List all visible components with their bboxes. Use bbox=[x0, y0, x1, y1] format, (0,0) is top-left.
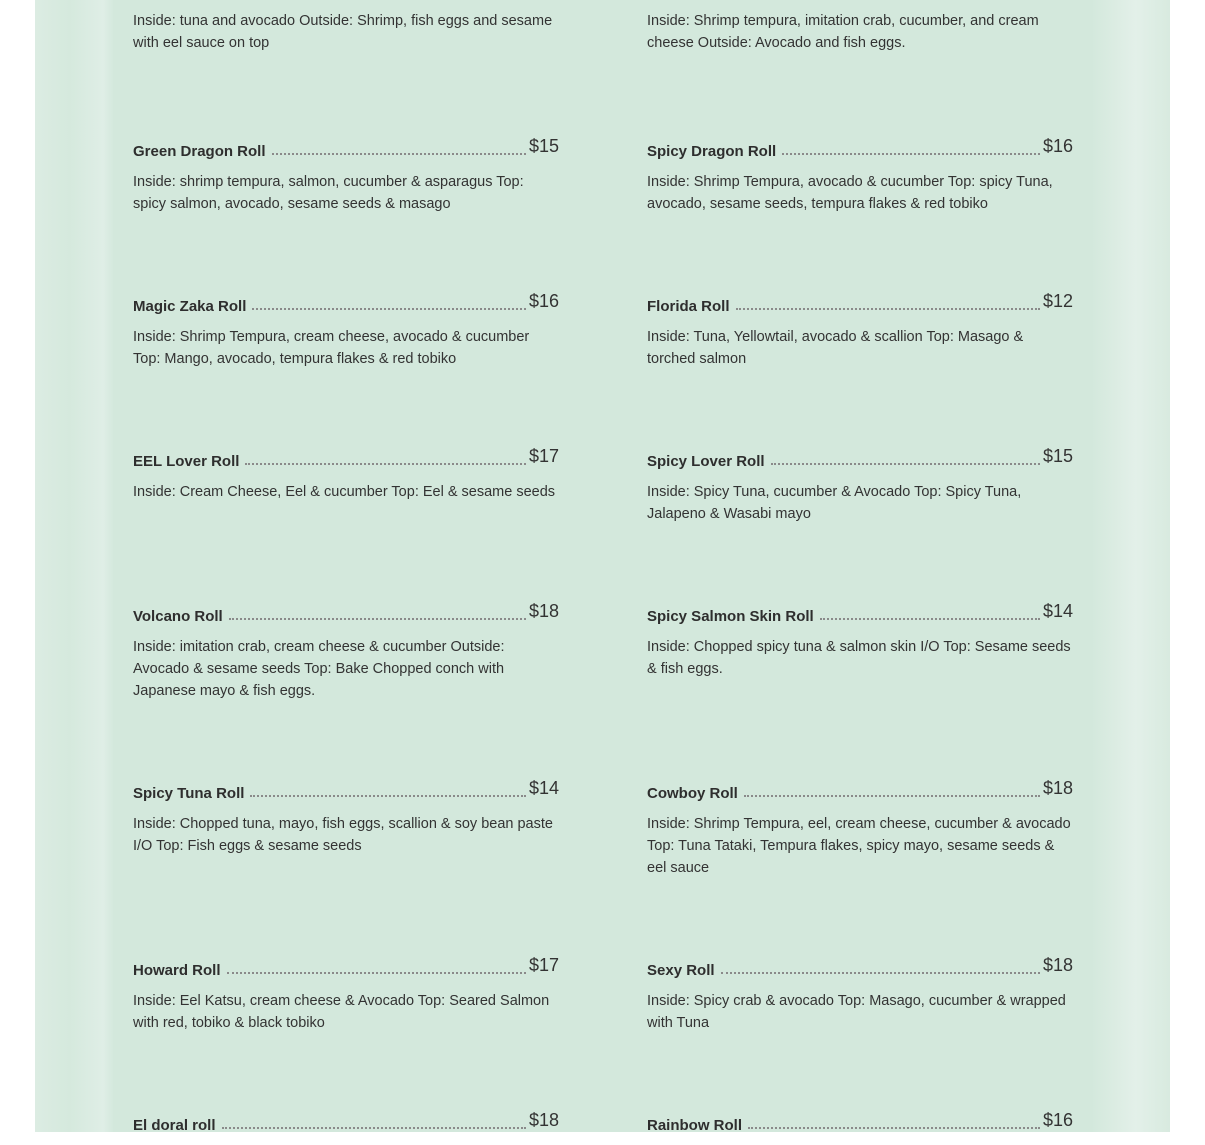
item-description: Inside: Chopped spicy tuna & salmon skin I/O Top: Sesame seeds & fish eggs. bbox=[647, 639, 1071, 677]
item-description: Inside: Shrimp Tempura, cream cheese, avocado & cucumber Top: Mango, avocado, tempura flakes & red tobiko bbox=[133, 329, 530, 367]
menu-item-header bbox=[133, 447, 559, 471]
item-name: Spicy Salmon Skin Roll bbox=[647, 608, 814, 625]
item-name: El doral roll bbox=[133, 1117, 216, 1134]
item-description: Inside: Tuna, Yellowtail, avocado & scallion Top: Masago & torched salmon bbox=[647, 329, 1024, 367]
menu-item bbox=[133, 602, 559, 702]
item-price: $15 bbox=[528, 136, 559, 156]
menu-item bbox=[647, 292, 1073, 370]
menu-item-header bbox=[133, 1111, 559, 1135]
menu-item bbox=[647, 1111, 1073, 1145]
menu-item bbox=[133, 292, 559, 370]
menu-item bbox=[133, 447, 559, 503]
dot-leader bbox=[782, 153, 1040, 155]
item-description: Inside: Cream Cheese, Eel & cucumber Top: Eel & sesame seeds bbox=[133, 484, 556, 500]
menu-item-header bbox=[647, 779, 1073, 803]
menu-item bbox=[133, 956, 559, 1034]
menu-item-header bbox=[647, 447, 1073, 471]
item-description: Inside: tuna and avocado Outside: Shrimp, fish eggs and sesame with eel sauce on top bbox=[133, 13, 553, 51]
item-price: $18 bbox=[528, 601, 559, 621]
menu-item bbox=[647, 956, 1073, 1034]
dot-leader bbox=[250, 795, 526, 797]
menu-item-header bbox=[133, 602, 559, 626]
dot-leader bbox=[771, 463, 1040, 465]
dot-leader bbox=[748, 1127, 1040, 1129]
item-name: Spicy Tuna Roll bbox=[133, 785, 245, 802]
item-name: Florida Roll bbox=[647, 298, 730, 315]
dot-leader bbox=[229, 618, 526, 620]
menu-item bbox=[133, 779, 559, 857]
menu-item bbox=[133, 1111, 559, 1145]
menu-item-header bbox=[133, 956, 559, 980]
menu-item bbox=[647, 447, 1073, 525]
item-name: EEL Lover Roll bbox=[133, 453, 240, 470]
item-name: Cowboy Roll bbox=[647, 785, 738, 802]
menu-item-header bbox=[647, 1111, 1073, 1135]
menu-item bbox=[647, 602, 1073, 680]
item-price: $17 bbox=[528, 446, 559, 466]
dot-leader bbox=[227, 972, 526, 974]
dot-leader bbox=[222, 1127, 526, 1129]
menu-item-header bbox=[647, 602, 1073, 626]
item-description: Inside: Shrimp Tempura, avocado & cucumber Top: spicy Tuna, avocado, sesame seeds, tempura flakes & red tobiko bbox=[647, 174, 1053, 212]
menu-item-header bbox=[647, 292, 1073, 316]
item-description: Inside: Shrimp tempura, imitation crab, cucumber, and cream cheese Outside: Avocado and fish eggs. bbox=[647, 13, 1039, 51]
item-price: $12 bbox=[1042, 291, 1073, 311]
menu-item bbox=[133, 137, 559, 215]
menu-item-header bbox=[133, 779, 559, 803]
item-name: Sexy Roll bbox=[647, 962, 715, 979]
item-description: Inside: imitation crab, cream cheese & cucumber Outside: Avocado & sesame seeds Top: Bake Chopped conch with Japanese mayo & fish eggs. bbox=[133, 639, 505, 699]
item-price: $14 bbox=[1042, 601, 1073, 621]
item-price: $16 bbox=[528, 291, 559, 311]
dot-leader bbox=[744, 795, 1040, 797]
item-price: $18 bbox=[1042, 955, 1073, 975]
item-price: $17 bbox=[528, 955, 559, 975]
dot-leader bbox=[245, 463, 526, 465]
menu-item bbox=[647, 137, 1073, 215]
item-name: Volcano Roll bbox=[133, 608, 223, 625]
item-price: $16 bbox=[1042, 136, 1073, 156]
menu-item-header bbox=[133, 137, 559, 161]
item-name: Howard Roll bbox=[133, 962, 221, 979]
item-price: $16 bbox=[1042, 1110, 1073, 1130]
menu-item bbox=[647, 779, 1073, 879]
menu-item-header bbox=[133, 292, 559, 316]
menu-item-header bbox=[647, 956, 1073, 980]
menu-item bbox=[647, 0, 1073, 54]
dot-leader bbox=[721, 972, 1040, 974]
dot-leader bbox=[820, 618, 1040, 620]
item-description: Inside: Chopped tuna, mayo, fish eggs, scallion & soy bean paste I/O Top: Fish eggs & sesame seeds bbox=[133, 816, 553, 854]
item-description: Inside: shrimp tempura, salmon, cucumber & asparagus Top: spicy salmon, avocado, sesame seeds & masago bbox=[133, 174, 524, 212]
dot-leader bbox=[252, 308, 526, 310]
item-price: $18 bbox=[528, 1110, 559, 1130]
menu-item bbox=[133, 0, 559, 54]
item-price: $18 bbox=[1042, 778, 1073, 798]
item-price: $15 bbox=[1042, 446, 1073, 466]
item-name: Spicy Lover Roll bbox=[647, 453, 765, 470]
item-description: Inside: Spicy crab & avocado Top: Masago, cucumber & wrapped with Tuna bbox=[647, 993, 1066, 1031]
item-description: Inside: Shrimp Tempura, eel, cream cheese, cucumber & avocado Top: Tuna Tataki, Tempura flakes, spicy mayo, sesame seeds & eel sauce bbox=[647, 816, 1071, 876]
item-name: Spicy Dragon Roll bbox=[647, 143, 777, 160]
item-description: Inside: Eel Katsu, cream cheese & Avocado Top: Seared Salmon with red, tobiko & black tobiko bbox=[133, 993, 550, 1031]
item-name: Green Dragon Roll bbox=[133, 143, 266, 160]
dot-leader bbox=[272, 153, 526, 155]
dot-leader bbox=[736, 308, 1040, 310]
item-description: Inside: Spicy Tuna, cucumber & Avocado Top: Spicy Tuna, Jalapeno & Wasabi mayo bbox=[647, 484, 1022, 522]
item-price: $14 bbox=[528, 778, 559, 798]
item-name: Magic Zaka Roll bbox=[133, 298, 247, 315]
menu-item-header bbox=[647, 137, 1073, 161]
item-name: Rainbow Roll bbox=[647, 1117, 742, 1134]
